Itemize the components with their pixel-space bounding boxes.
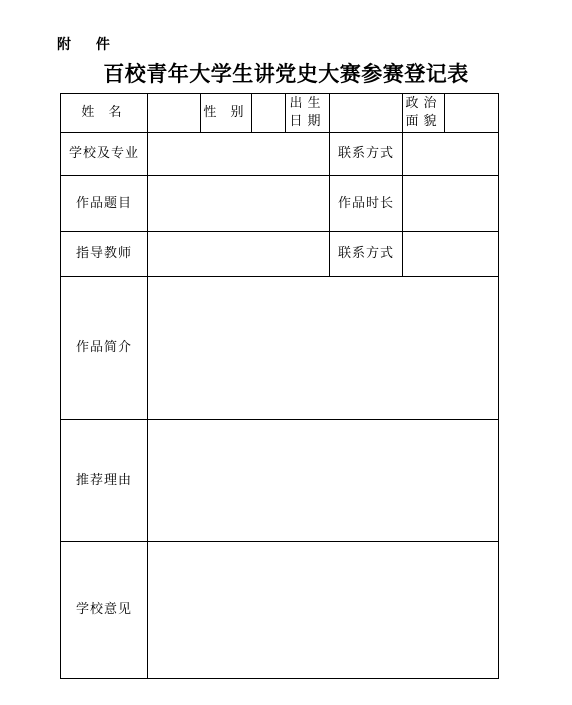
birth-date-field[interactable] [329,93,403,133]
birth-date-label-line1: 出生 [289,96,326,112]
name-field[interactable] [147,93,201,133]
contact-label-student: 联系方式 [329,132,403,176]
work-intro-label: 作品简介 [60,276,148,420]
contact-field-student[interactable] [402,132,499,176]
birth-date-label [285,93,330,133]
gender-field[interactable] [251,93,286,133]
birth-date-label-line2: 日期 [289,114,326,129]
recommend-reason-field[interactable] [147,419,499,542]
political-status-label [402,93,445,133]
political-status-label-line2: 面貌 [405,114,442,129]
school-opinion-field[interactable] [147,541,499,679]
school-major-label: 学校及专业 [60,132,148,176]
gender-label: 性 别 [200,93,252,133]
political-status-label-line1: 政治 [405,96,442,112]
contact-label-advisor: 联系方式 [329,231,403,277]
form-title: 百校青年大学生讲党史大赛参赛登记表 [103,61,469,86]
work-duration-label: 作品时长 [329,175,403,232]
work-title-label: 作品题目 [60,175,148,232]
school-opinion-label: 学校意见 [60,541,148,679]
school-major-field[interactable] [147,132,330,176]
work-title-field[interactable] [147,175,330,232]
contact-field-advisor[interactable] [402,231,499,277]
attachment-label: 附 件 [57,37,120,53]
name-label: 姓 名 [60,93,148,133]
work-intro-field[interactable] [147,276,499,420]
recommend-reason-label: 推荐理由 [60,419,148,542]
work-duration-field[interactable] [402,175,499,232]
advisor-field[interactable] [147,231,330,277]
political-status-field[interactable] [444,93,499,133]
advisor-label: 指导教师 [60,231,148,277]
